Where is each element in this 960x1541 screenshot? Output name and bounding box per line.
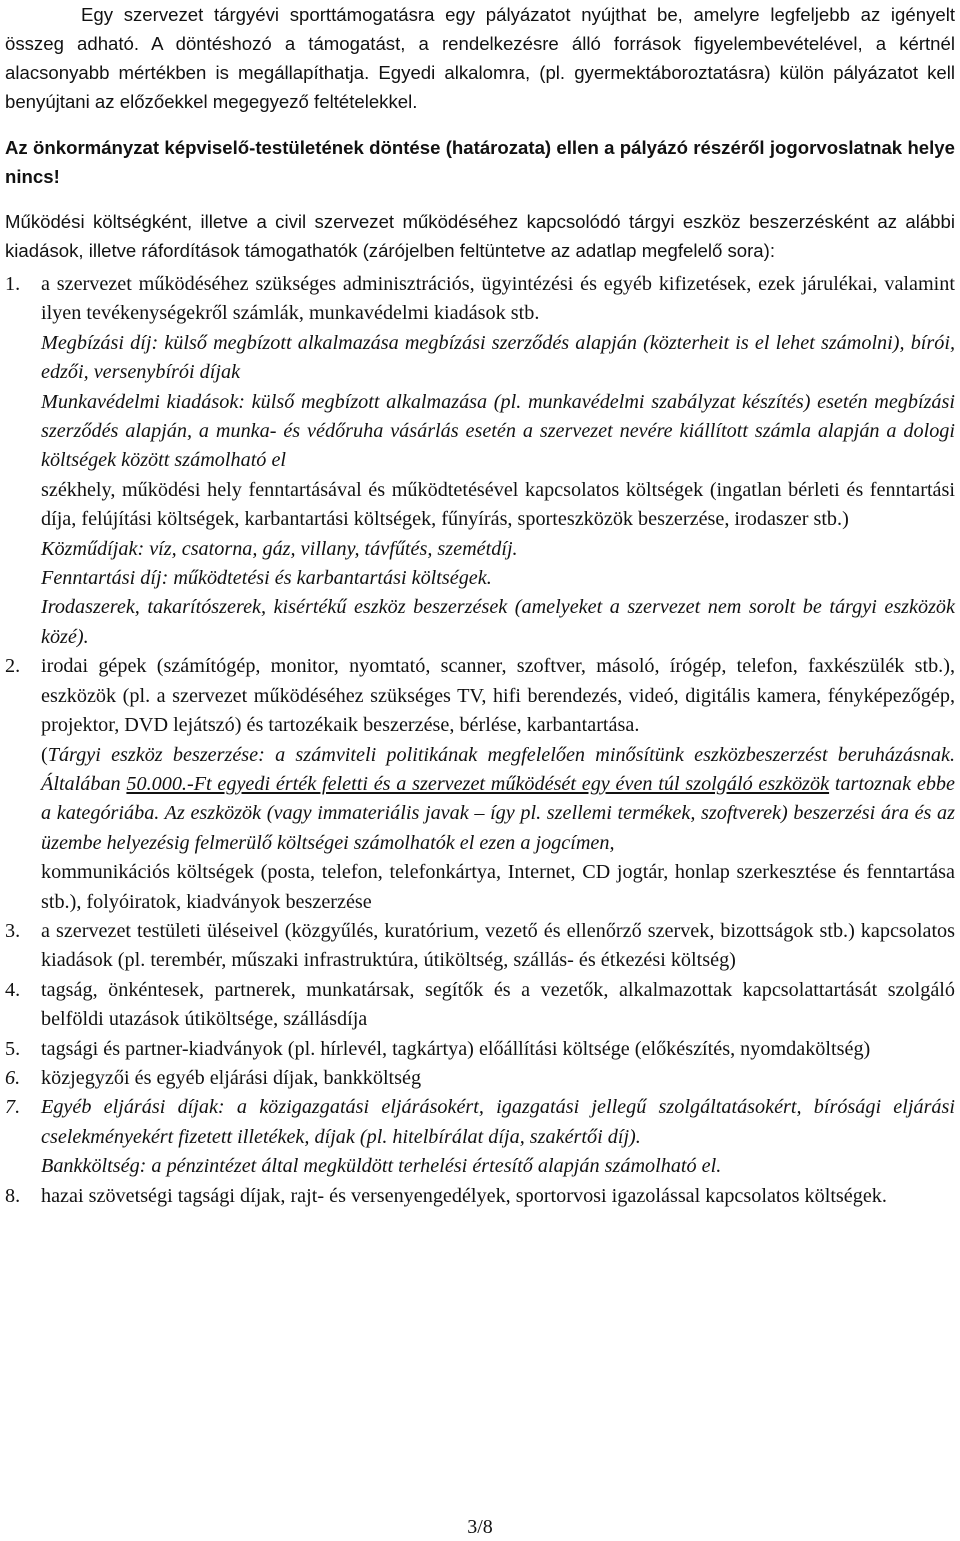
list-item-body (41, 1035, 955, 1064)
document-page (5, 0, 955, 1211)
list-number: 4. (5, 978, 21, 1001)
list-item-body (41, 976, 955, 1035)
list-item-text: közjegyzői és egyéb eljárási díjak, bankköltség (41, 1066, 422, 1089)
note-munkavedelmi: Munkavédelmi kiadások: külső megbízott alkalmazása (pl. munkavédelmi szabályzat készítés) esetén megbízási szerződés alapján, a munka- és védőruha vásárlás esetén a szervezet nevére kiállított számla alapján a dologi költségek között számolható el (41, 390, 955, 472)
list-number: 7. (5, 1096, 21, 1119)
list-item-8 (5, 1182, 955, 1211)
list-number: 1. (5, 273, 21, 295)
note-kozmudijak: Közműdíjak: víz, csatorna, gáz, villany, távfűtés, szemétdíj. (41, 537, 518, 560)
list-item-3 (5, 917, 955, 976)
legal-notice: Az önkormányzat képviselő-testületének döntése (határozata) ellen a pályázó részéről jogorvoslatnak helye nincs! (5, 137, 955, 187)
list-item-5 (5, 1035, 955, 1064)
list-item-6 (5, 1064, 955, 1093)
list-item-1 (5, 270, 955, 652)
intro-paragraph: Egy szervezet tárgyévi sporttámogatásra egy pályázatot nyújthat be, amelyre legfeljebb az igényelt összeg adható. A döntéshozó a támogatást, a rendelkezésre álló források figyelembevételével, a kértnél alacsonyabb mértékben is megállapíthatja. Egyedi alkalomra, (pl. gyermektáboroztatásra) külön pályázatot kell benyújtani az előzőekkel megegyező feltételekkel. (5, 4, 955, 112)
note-open-paren: ( (41, 743, 48, 766)
list-item-body (41, 917, 955, 976)
note-targyi-eszkoz (41, 741, 955, 859)
list-number: 2. (5, 655, 21, 678)
note-targyi-rest: tartoznak ebbe a kategóriába. Az eszközök (vagy immateriális javak – így pl. szellemi termékek, szoftverek) beszerzési ára és az üzembe helyezésig felmerülő költségei számolhatók el ezen a jogcímen, (41, 772, 955, 854)
list-number: 3. (5, 919, 21, 942)
note-fenntartasi-dij: Fenntartási díj: működtetési és karbantartási költségek. (41, 567, 492, 590)
note-megbizasi-dij: Megbízási díj: külső megbízott alkalmazása megbízási szerződés alapján (közterheit is el lehet számolni), bírói, edzői, versenybírói díjak (41, 331, 955, 384)
note-targyi-threshold: 50.000.-Ft egyedi érték feletti és a szervezet működését egy éven túl szolgáló eszközök (126, 772, 830, 795)
list-item-body (41, 270, 955, 652)
eligible-costs-list (5, 270, 955, 1211)
note-irodaszerek: Irodaszerek, takarítószerek, kisértékű eszköz beszerzések (amelyeket a szervezet nem sorolt be tárgyi eszközök közé). (41, 596, 955, 648)
list-item-body (41, 652, 955, 917)
list-item-text-szekhely: székhely, működési hely fenntartásával és működtetésével kapcsolatos költségek (ingatlan bérleti és fenntartási díja, felújítási költségek, karbantartási költségek, fűnyírás, sporteszközök beszerzése, irodaszer stb.) (41, 478, 955, 531)
list-item-text: tagsági és partner-kiadványok (pl. hírlevél, tagkártya) előállítási költsége (előkészítés, nyomdaköltség) (41, 1037, 871, 1060)
list-number: 5. (5, 1037, 21, 1060)
list-item-text: a szervezet testületi üléseivel (közgyűlés, kuratórium, vezető és ellenőrző szervek, bizottságok stb.) kapcsolatos kiadások (pl. terembér, műszaki infrastruktúra, útiköltség, szállás- és étkezési költség) (41, 919, 955, 972)
list-item-text: tagság, önkéntesek, partnerek, munkatársak, segítők és a vezetők, alkalmazottak kapcsolattartását szolgáló belföldi utazások útiköltsége, szállásdíja (41, 978, 955, 1031)
list-number: 8. (5, 1184, 21, 1207)
eligible-costs-intro: Működési költségként, illetve a civil szervezet működéséhez kapcsolódó tárgyi eszköz beszerzésként az alábbi kiadások, illetve ráfordítások támogathatók (zárójelben feltüntetve az adatlap megfelelő sora): (5, 211, 955, 261)
note-bankkoltseg: Bankköltség: a pénzintézet által megküldött terhelési értesítő alapján számolható el. (41, 1155, 722, 1178)
list-item-2 (5, 652, 955, 917)
list-item-text: a szervezet működéséhez szükséges adminisztrációs, ügyintézési és egyéb kifizetések, ezek járulékai, valamint ilyen tevékenységekről számlák, munkavédelmi kiadások stb. (41, 273, 955, 325)
list-number: 6. (5, 1066, 21, 1089)
list-item-text: Egyéb eljárási díjak: a közigazgatási eljárásokért, igazgatási jellegű szolgáltatásokért, bírósági eljárási cselekményekért fizetett illetékek, díjak (pl. hitelbírálat díja, szakértői díj). (41, 1096, 955, 1148)
list-item-7 (5, 1093, 955, 1181)
list-item-body (41, 1093, 955, 1181)
list-item-body (41, 1064, 955, 1093)
list-item-text: irodai gépek (számítógép, monitor, nyomtató, scanner, szoftver, másoló, írógép, telefon, faxkészülék stb.), eszközök (pl. a szervezet működéséhez szükséges TV, hifi berendezés, videó, digitális kamera, fényképezőgép, projektor, DVD lejátszó) és tartozékaik beszerzése, bérlése, karbantartása. (41, 655, 955, 737)
note-targyi-intro: Tárgyi eszköz beszerzése: a számviteli politikának megfelelően minősítünk eszközbeszerzést beruházásnak. Általában (41, 743, 955, 795)
list-item-text-kommunikacios: kommunikációs költségek (posta, telefon, telefonkártya, Internet, CD jogtár, honlap szerkesztése és fenntartása stb.), folyóiratok, kiadványok beszerzése (41, 861, 955, 913)
page-number: 3/8 (467, 1516, 493, 1538)
list-item-4 (5, 976, 955, 1035)
list-item-body (41, 1182, 955, 1211)
list-item-text: hazai szövetségi tagsági díjak, rajt- és versenyengedélyek, sportorvosi igazolással kapcsolatos költségek. (41, 1184, 887, 1207)
